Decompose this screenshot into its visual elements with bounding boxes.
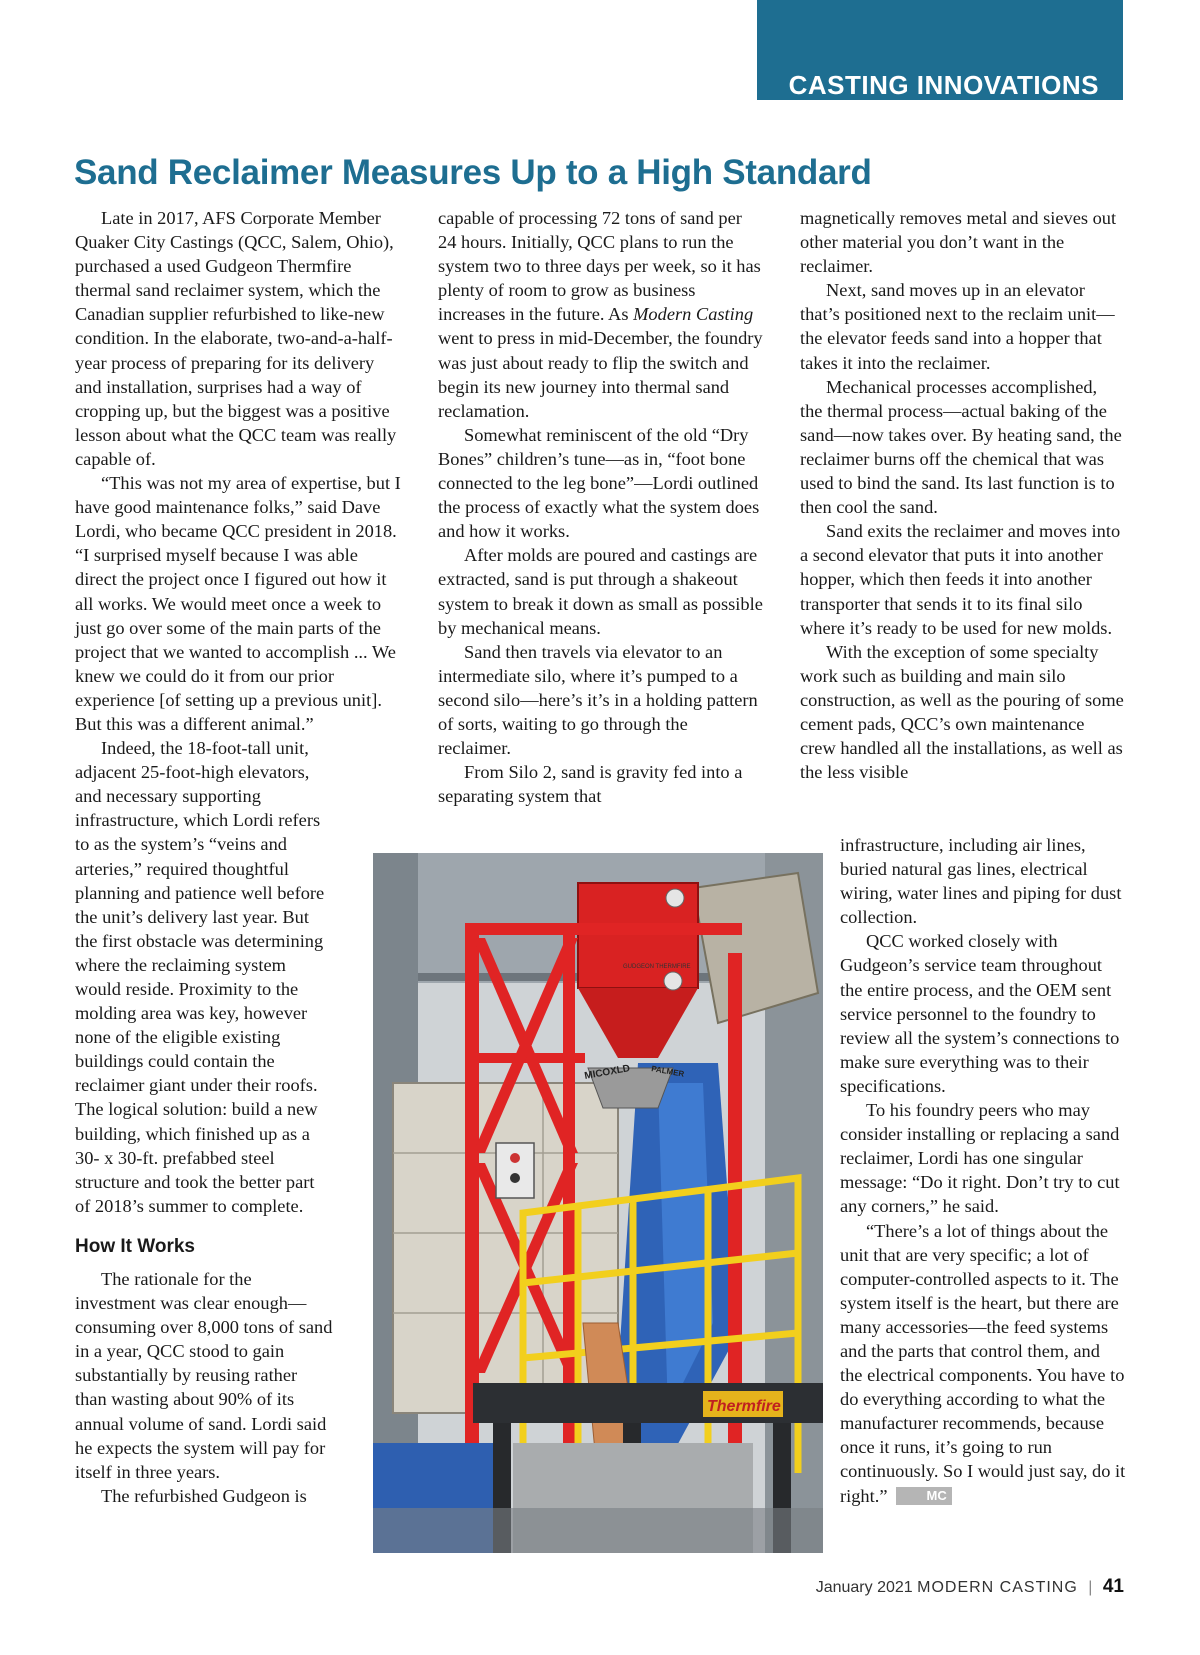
paragraph	[438, 206, 764, 423]
paragraph	[840, 1219, 1126, 1508]
paragraph: Mechanical processes accomplished, the thermal process—actual baking of the sand—now takes over. By heating sand, the reclaimer burns off the chemical that was used to bind the sand. Its last function is to then cool the sand.	[800, 376, 1122, 518]
paragraph: After molds are poured and castings are extracted, sand is put through a shakeout system to break it down as small as possible by mechanical means.	[438, 545, 763, 638]
page-footer	[816, 1576, 1124, 1598]
control-light-red	[510, 1153, 520, 1163]
sensor-top	[666, 889, 684, 907]
floor	[373, 1508, 823, 1553]
paragraph: The refurbished Gudgeon is	[101, 1485, 307, 1506]
text-run: capable of processing 72 tons of sand per 24 hours. Initially, QCC plans to run the system two to three days per week, so it has plenty of room to grow as business increases in the future. As	[438, 208, 761, 325]
paragraph: “This was not my area of expertise, but I have good maintenance folks,” said Dave Lordi, who became QCC president in 2018. “I surprised myself because I was able direct the project once I figured out how it all works. We would meet once a week to just go over some of the main parts of the project that we wanted to accomplish ... We knew we could do it from our prior experience [of setting up a previous unit]. But this was a different animal.”	[75, 473, 401, 734]
article-title: Sand Reclaimer Measures Up to a High Standard	[74, 153, 872, 192]
magazine-name-italic: Modern Casting	[633, 304, 754, 325]
footer-divider: |	[1088, 1579, 1093, 1596]
control-box	[496, 1143, 534, 1198]
text-run: went to press in mid-December, the foundry was just about ready to flip the switch and begin its new journey into thermal sand reclamation.	[438, 328, 763, 421]
paragraph: Indeed, the 18-foot-tall unit, adjacent 25-foot-high elevators, and necessary supporting infrastructure, which Lordi refers to as the system’s “veins and arteries,” required thoughtful planning and patience well before the unit’s delivery last year. But the first obstacle was determining where the reclaiming system would reside. Proximity to the molding area was key, however none of the eligible existing buildings could contain the reclaimer giant under their roofs. The logical solution: build a new building, which finished up as a 30- x 30-ft. prefabbed steel structure and took the better part of 2018’s summer to complete.	[75, 738, 325, 1216]
end-mark-badge: MC	[896, 1487, 952, 1505]
unit-nameplate-text: Thermfire	[707, 1398, 781, 1415]
paragraph: infrastructure, including air lines, buried natural gas lines, electrical wiring, water lines and piping for dust collection.	[840, 835, 1122, 928]
paragraph: The rationale for the investment was clear enough—consuming over 8,000 tons of sand in a year, QCC stood to gain substantially by reusing rather than wasting about 90% of its annual volume of sand. Lordi said he expects the system will pay for itself in three years.	[75, 1268, 333, 1482]
paragraph: Next, sand moves up in an elevator that’s positioned next to the reclaim unit—the elevator feeds sand into a hopper that takes it into the reclaimer.	[800, 280, 1115, 373]
paragraph: QCC worked closely with Gudgeon’s service team throughout the entire process, and the OEM sent service personnel to the foundry to review all the system’s connections to make sure everything was to their specifications.	[840, 931, 1120, 1096]
article-column-3-continued	[840, 833, 1126, 1508]
paragraph: To his foundry peers who may consider installing or replacing a sand reclaimer, Lordi has one singular message: “Do it right. Don’t try to cut any corners,” he said.	[840, 1100, 1120, 1217]
reclaimer-housing	[393, 1083, 618, 1413]
page-number: 41	[1102, 1576, 1124, 1597]
paragraph: Sand exits the reclaimer and moves into a second elevator that puts it into another hopper, which then feeds it into another transporter that sends it to its final silo where it’s ready to be used for new molds.	[800, 521, 1121, 638]
paragraph: Late in 2017, AFS Corporate Member Quaker City Castings (QCC, Salem, Ohio), purchased a used Gudgeon Thermfire thermal sand reclaimer system, which the Canadian supplier refurbished to like-new condition. In the elaborate, two-and-a-half-year process of preparing for its delivery and installation, surprises had a way of cropping up, but the biggest was a positive lesson about what the QCC team was really capable of.	[75, 208, 397, 469]
subheading: How It Works	[75, 1235, 195, 1257]
sensor-bottom	[664, 972, 682, 990]
reclaimer-photo	[373, 853, 823, 1553]
paragraph: magnetically removes metal and sieves out other material you don’t want in the reclaimer.	[800, 208, 1117, 277]
paragraph: Somewhat reminiscent of the old “Dry Bones” children’s tune—as in, “foot bone connected to the leg bone”—Lordi outlined the process of exactly what the system does and how it works.	[438, 424, 760, 542]
article-column-2	[438, 206, 764, 808]
paragraph: From Silo 2, sand is gravity fed into a separating system that	[438, 762, 743, 807]
hopper-nameplate: GUDGEON THERMFIRE	[623, 964, 691, 970]
article-column-3	[800, 206, 1124, 784]
quote-text: “There’s a lot of things about the unit that are very specific; a lot of computer-controlled aspects to it. The system itself is the heart, but there are many accessories—the feed systems and the parts that control them, and the electrical components. You have to do everything according to what the manufacturer recommends, because once it runs, it’s going to run continuously. So I would just say, do it right.”	[840, 1220, 1126, 1506]
paragraph: With the exception of some specialty work such as building and main silo construction, as well as the pouring of some cement pads, QCC’s own maintenance crew handled all the installations, as well as the less visible	[800, 641, 1124, 783]
chute-label-left: MICOXLD	[583, 1063, 631, 1082]
magazine-name: MODERN CASTING	[917, 1579, 1078, 1596]
chute-label-right: PALMER	[650, 1064, 685, 1079]
article-column-1	[75, 206, 401, 1508]
paragraph: Sand then travels via elevator to an intermediate silo, where it’s pumped to a second silo—here’s it’s in a holding pattern of sorts, waiting to go through the reclaimer.	[438, 641, 758, 759]
section-label: CASTING INNOVATIONS	[788, 70, 1099, 100]
issue-date: January 2021	[815, 1579, 913, 1596]
control-switch	[510, 1173, 520, 1183]
